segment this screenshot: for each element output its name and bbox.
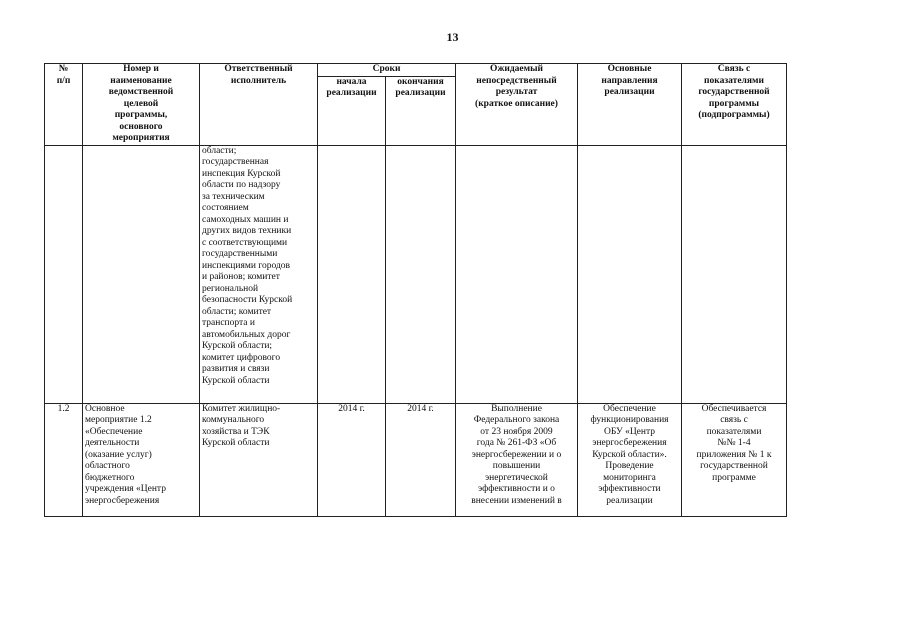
- header-number: № п/п: [45, 64, 83, 146]
- cell-empty: [682, 145, 787, 403]
- cell-start: 2014 г.: [318, 403, 386, 516]
- table-row: [45, 403, 787, 516]
- cell-empty: [45, 145, 83, 403]
- cell-main-directions: Обеспечение функционирования ОБУ «Центр энергосбережения Курской области». Проведение мониторинга эффективности реализации: [578, 403, 682, 516]
- header-main-directions: Основные направления реализации: [578, 64, 682, 146]
- table-row: [45, 145, 787, 403]
- cell-indicators-link: Обеспечивается связь с показателями №№ 1-4 приложения № 1 к государственной программе: [682, 403, 787, 516]
- cell-number: 1.2: [45, 403, 83, 516]
- cell-expected-result: Выполнение Федерального закона от 23 ноября 2009 года № 261-ФЗ «Об энергосбережении и о повышении энергетической эффективности и о внесении изменений в: [456, 403, 578, 516]
- header-start: начала реализации: [318, 76, 386, 145]
- header-program-name: Номер и наименование ведомственной целевой программы, основного мероприятия: [83, 64, 200, 146]
- cell-empty: [456, 145, 578, 403]
- cell-program-name: Основное мероприятие 1.2 «Обеспечение деятельности (оказание услуг) областного бюджетного учреждения «Центр энергосбережения: [83, 403, 200, 516]
- program-table: [44, 63, 787, 517]
- cell-empty: [578, 145, 682, 403]
- cell-end: 2014 г.: [386, 403, 456, 516]
- cell-responsible: Комитет жилищно- коммунального хозяйства и ТЭК Курской области: [200, 403, 318, 516]
- page-number: 13: [446, 30, 459, 44]
- header-end: окончания реализации: [386, 76, 456, 145]
- header-indicators-link: Связь с показателями государственной программы (подпрограммы): [682, 64, 787, 146]
- cell-responsible: области; государственная инспекция Курской области по надзору за техническим состоянием самоходных машин и других видов техники с соответствующими государственными инспекциями городов и районов; комитет региональной безопасности Курской области; комитет транспорта и автомобильных дорог Курской области; комитет цифрового развития и связи Курской области: [200, 145, 318, 403]
- cell-empty: [386, 145, 456, 403]
- header-expected-result: Ожидаемый непосредственный результат (краткое описание): [456, 64, 578, 146]
- cell-empty: [83, 145, 200, 403]
- cell-empty: [318, 145, 386, 403]
- header-terms: Сроки: [318, 64, 456, 77]
- header-responsible: Ответственный исполнитель: [200, 64, 318, 146]
